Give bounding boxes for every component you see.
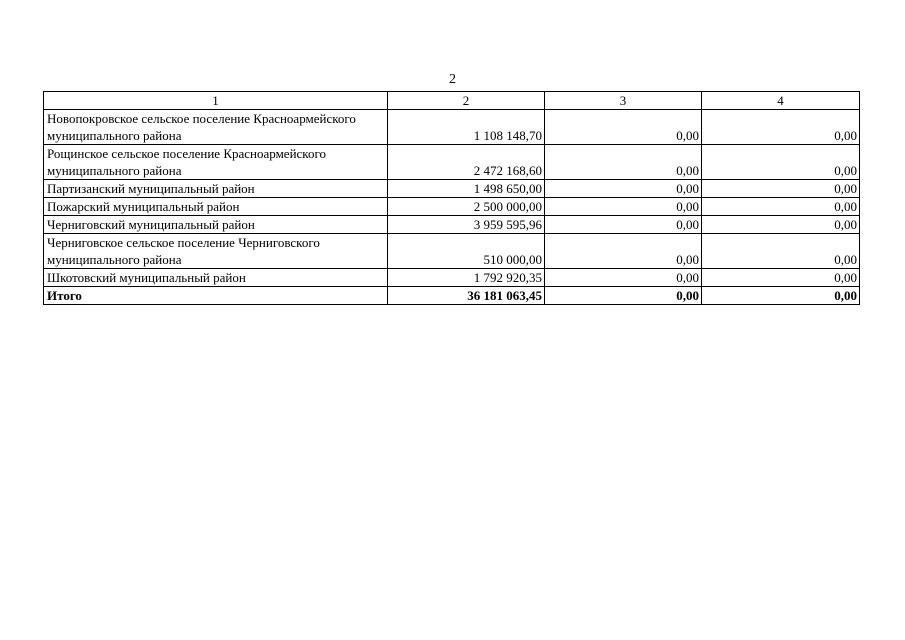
row-value-col4: 0,00	[702, 145, 860, 180]
row-name: Новопокровское сельское поселение Красноармейского муниципального района	[44, 110, 388, 145]
table-row	[44, 180, 860, 198]
row-value-col3: 0,00	[545, 234, 702, 269]
table-header-row	[44, 92, 860, 110]
row-value-col2: 2 472 168,60	[388, 145, 545, 180]
row-value-col3: 0,00	[545, 198, 702, 216]
row-value-col3: 0,00	[545, 110, 702, 145]
total-row	[44, 287, 860, 305]
total-value-col2: 36 181 063,45	[388, 287, 545, 305]
total-value-col4: 0,00	[702, 287, 860, 305]
row-value-col2: 510 000,00	[388, 234, 545, 269]
row-value-col2: 1 498 650,00	[388, 180, 545, 198]
table-row	[44, 198, 860, 216]
row-value-col2: 2 500 000,00	[388, 198, 545, 216]
row-value-col4: 0,00	[702, 180, 860, 198]
row-value-col4: 0,00	[702, 216, 860, 234]
table-row	[44, 110, 860, 145]
table-row	[44, 234, 860, 269]
row-value-col4: 0,00	[702, 198, 860, 216]
row-name: Пожарский муниципальный район	[44, 198, 388, 216]
row-value-col3: 0,00	[545, 180, 702, 198]
column-header-4: 4	[702, 92, 860, 110]
row-value-col2: 1 108 148,70	[388, 110, 545, 145]
table-row	[44, 216, 860, 234]
row-name: Шкотовский муниципальный район	[44, 269, 388, 287]
row-value-col4: 0,00	[702, 110, 860, 145]
column-header-3: 3	[545, 92, 702, 110]
table-row	[44, 269, 860, 287]
column-header-1: 1	[44, 92, 388, 110]
row-name: Рощинское сельское поселение Красноармейского муниципального района	[44, 145, 388, 180]
column-header-2: 2	[388, 92, 545, 110]
table-row	[44, 145, 860, 180]
row-value-col4: 0,00	[702, 234, 860, 269]
page-number: 2	[449, 72, 456, 87]
row-value-col2: 1 792 920,35	[388, 269, 545, 287]
row-name: Партизанский муниципальный район	[44, 180, 388, 198]
row-value-col3: 0,00	[545, 216, 702, 234]
total-value-col3: 0,00	[545, 287, 702, 305]
row-name: Черниговский муниципальный район	[44, 216, 388, 234]
budget-table	[43, 91, 860, 305]
total-label: Итого	[44, 287, 388, 305]
row-value-col2: 3 959 595,96	[388, 216, 545, 234]
row-value-col4: 0,00	[702, 269, 860, 287]
row-value-col3: 0,00	[545, 269, 702, 287]
row-value-col3: 0,00	[545, 145, 702, 180]
row-name: Черниговское сельское поселение Черниговского муниципального района	[44, 234, 388, 269]
